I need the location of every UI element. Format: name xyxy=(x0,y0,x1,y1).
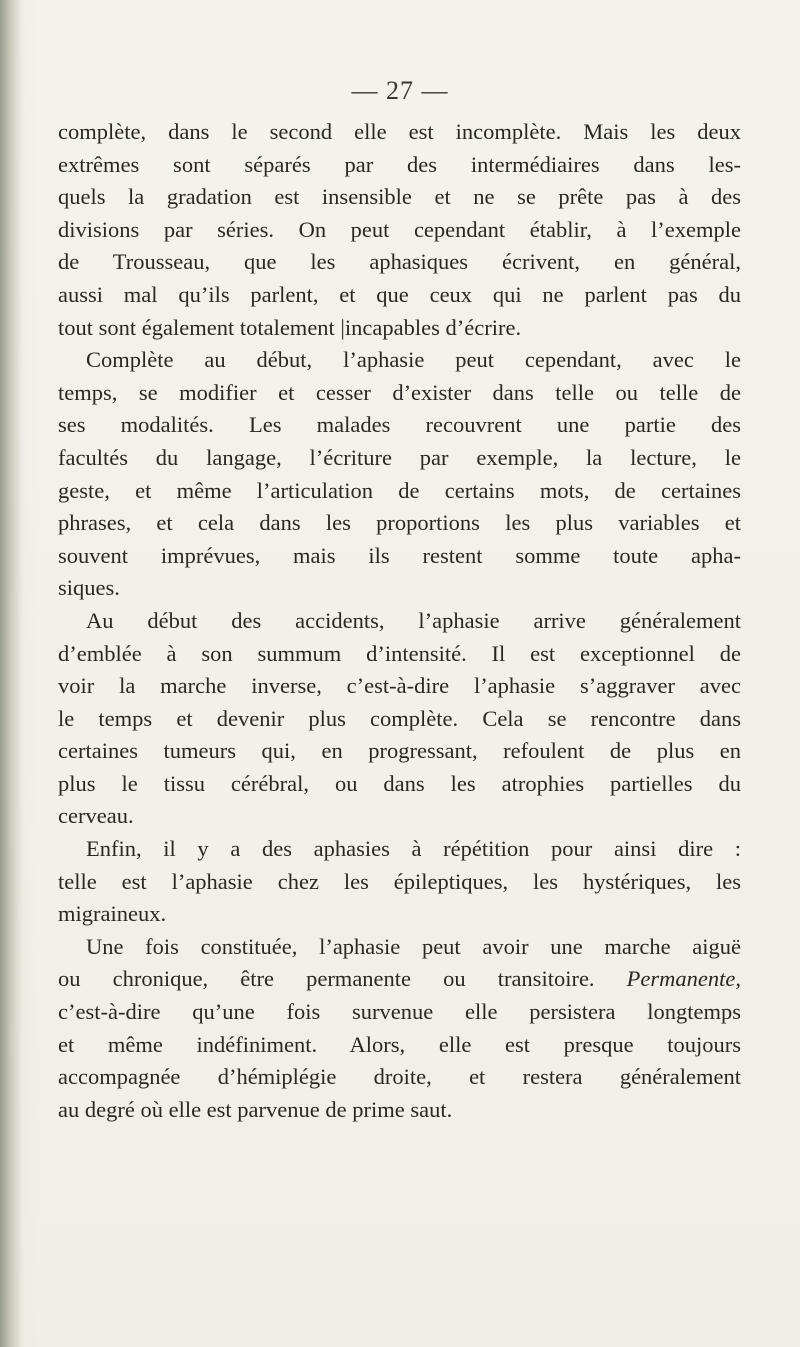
text-line-6: aussi mal qu’ils parlent, et que ceux qui ne parlent pas du xyxy=(58,281,741,307)
binding-gutter-shadow xyxy=(0,0,22,1347)
text-line-10: ses modalités. Les malades recouvrent une partie des xyxy=(58,412,741,438)
text-line-9: temps, se modifier et cesser d’exister dans telle ou telle de xyxy=(58,379,741,405)
text-line-31: au degré où elle est parvenue de prime saut. xyxy=(58,1096,453,1122)
text-line-21: plus le tissu cérébral, ou dans les atrophies partielles du xyxy=(58,770,741,796)
text-line-14: souvent imprévues, mais ils restent somme toute apha- xyxy=(58,542,741,568)
text-line-8: Complète au début, l’aphasie peut cependant, avec le xyxy=(86,347,741,373)
text-line-20: certaines tumeurs qui, en progressant, refoulent de plus en xyxy=(58,738,741,764)
text-line-11: facultés du langage, l’écriture par exemple, la lecture, le xyxy=(58,444,741,470)
text-line-15: siques. xyxy=(58,575,120,601)
text-line-27-roman: ou chronique, être permanente ou transitoire. xyxy=(58,966,627,992)
text-line-30: accompagnée d’hémiplégie droite, et restera généralement xyxy=(58,1064,741,1090)
text-line-13: phrases, et cela dans les proportions les plus variables et xyxy=(58,510,741,536)
text-line-26: Une fois constituée, l’aphasie peut avoir une marche aiguë xyxy=(86,933,741,959)
text-line-23: Enfin, il y a des aphasies à répétition pour ainsi dire : xyxy=(86,836,741,862)
text-line-17: d’emblée à son summum d’intensité. Il est exceptionnel de xyxy=(58,640,741,666)
text-line-16: Au début des accidents, l’aphasie arrive généralement xyxy=(86,607,741,633)
text-line-19: le temps et devenir plus complète. Cela se rencontre dans xyxy=(58,705,741,731)
text-line-12: geste, et même l’articulation de certains mots, de certaines xyxy=(58,477,741,503)
text-line-25: migraineux. xyxy=(58,901,167,927)
italic-word-permanente: Permanente, xyxy=(626,966,741,992)
body-text xyxy=(58,116,741,1126)
text-line-28: c’est-à-dire qu’une fois survenue elle persistera longtemps xyxy=(58,999,741,1025)
text-line-29: et même indéfiniment. Alors, elle est presque toujours xyxy=(58,1031,741,1057)
text-line-4: divisions par séries. On peut cependant établir, à l’exemple xyxy=(58,216,741,242)
text-line-3: quels la gradation est insensible et ne se prête pas à des xyxy=(58,184,741,210)
text-line-2: extrêmes sont séparés par des intermédiaires dans les- xyxy=(58,151,741,177)
text-line-22: cerveau. xyxy=(58,803,134,829)
text-line-1: complète, dans le second elle est incomplète. Mais les deux xyxy=(58,119,741,144)
text-line-24: telle est l’aphasie chez les épileptiques, les hystériques, les xyxy=(58,868,741,894)
text-line-7: tout sont également totalement |incapables d’écrire. xyxy=(58,314,522,340)
text-line-5: de Trousseau, que les aphasiques écrivent, en général, xyxy=(58,249,741,275)
page-number: — 27 — xyxy=(351,76,449,105)
text-line-18: voir la marche inverse, c’est-à-dire l’aphasie s’aggraver avec xyxy=(58,673,741,699)
text-line-27 xyxy=(58,963,741,996)
